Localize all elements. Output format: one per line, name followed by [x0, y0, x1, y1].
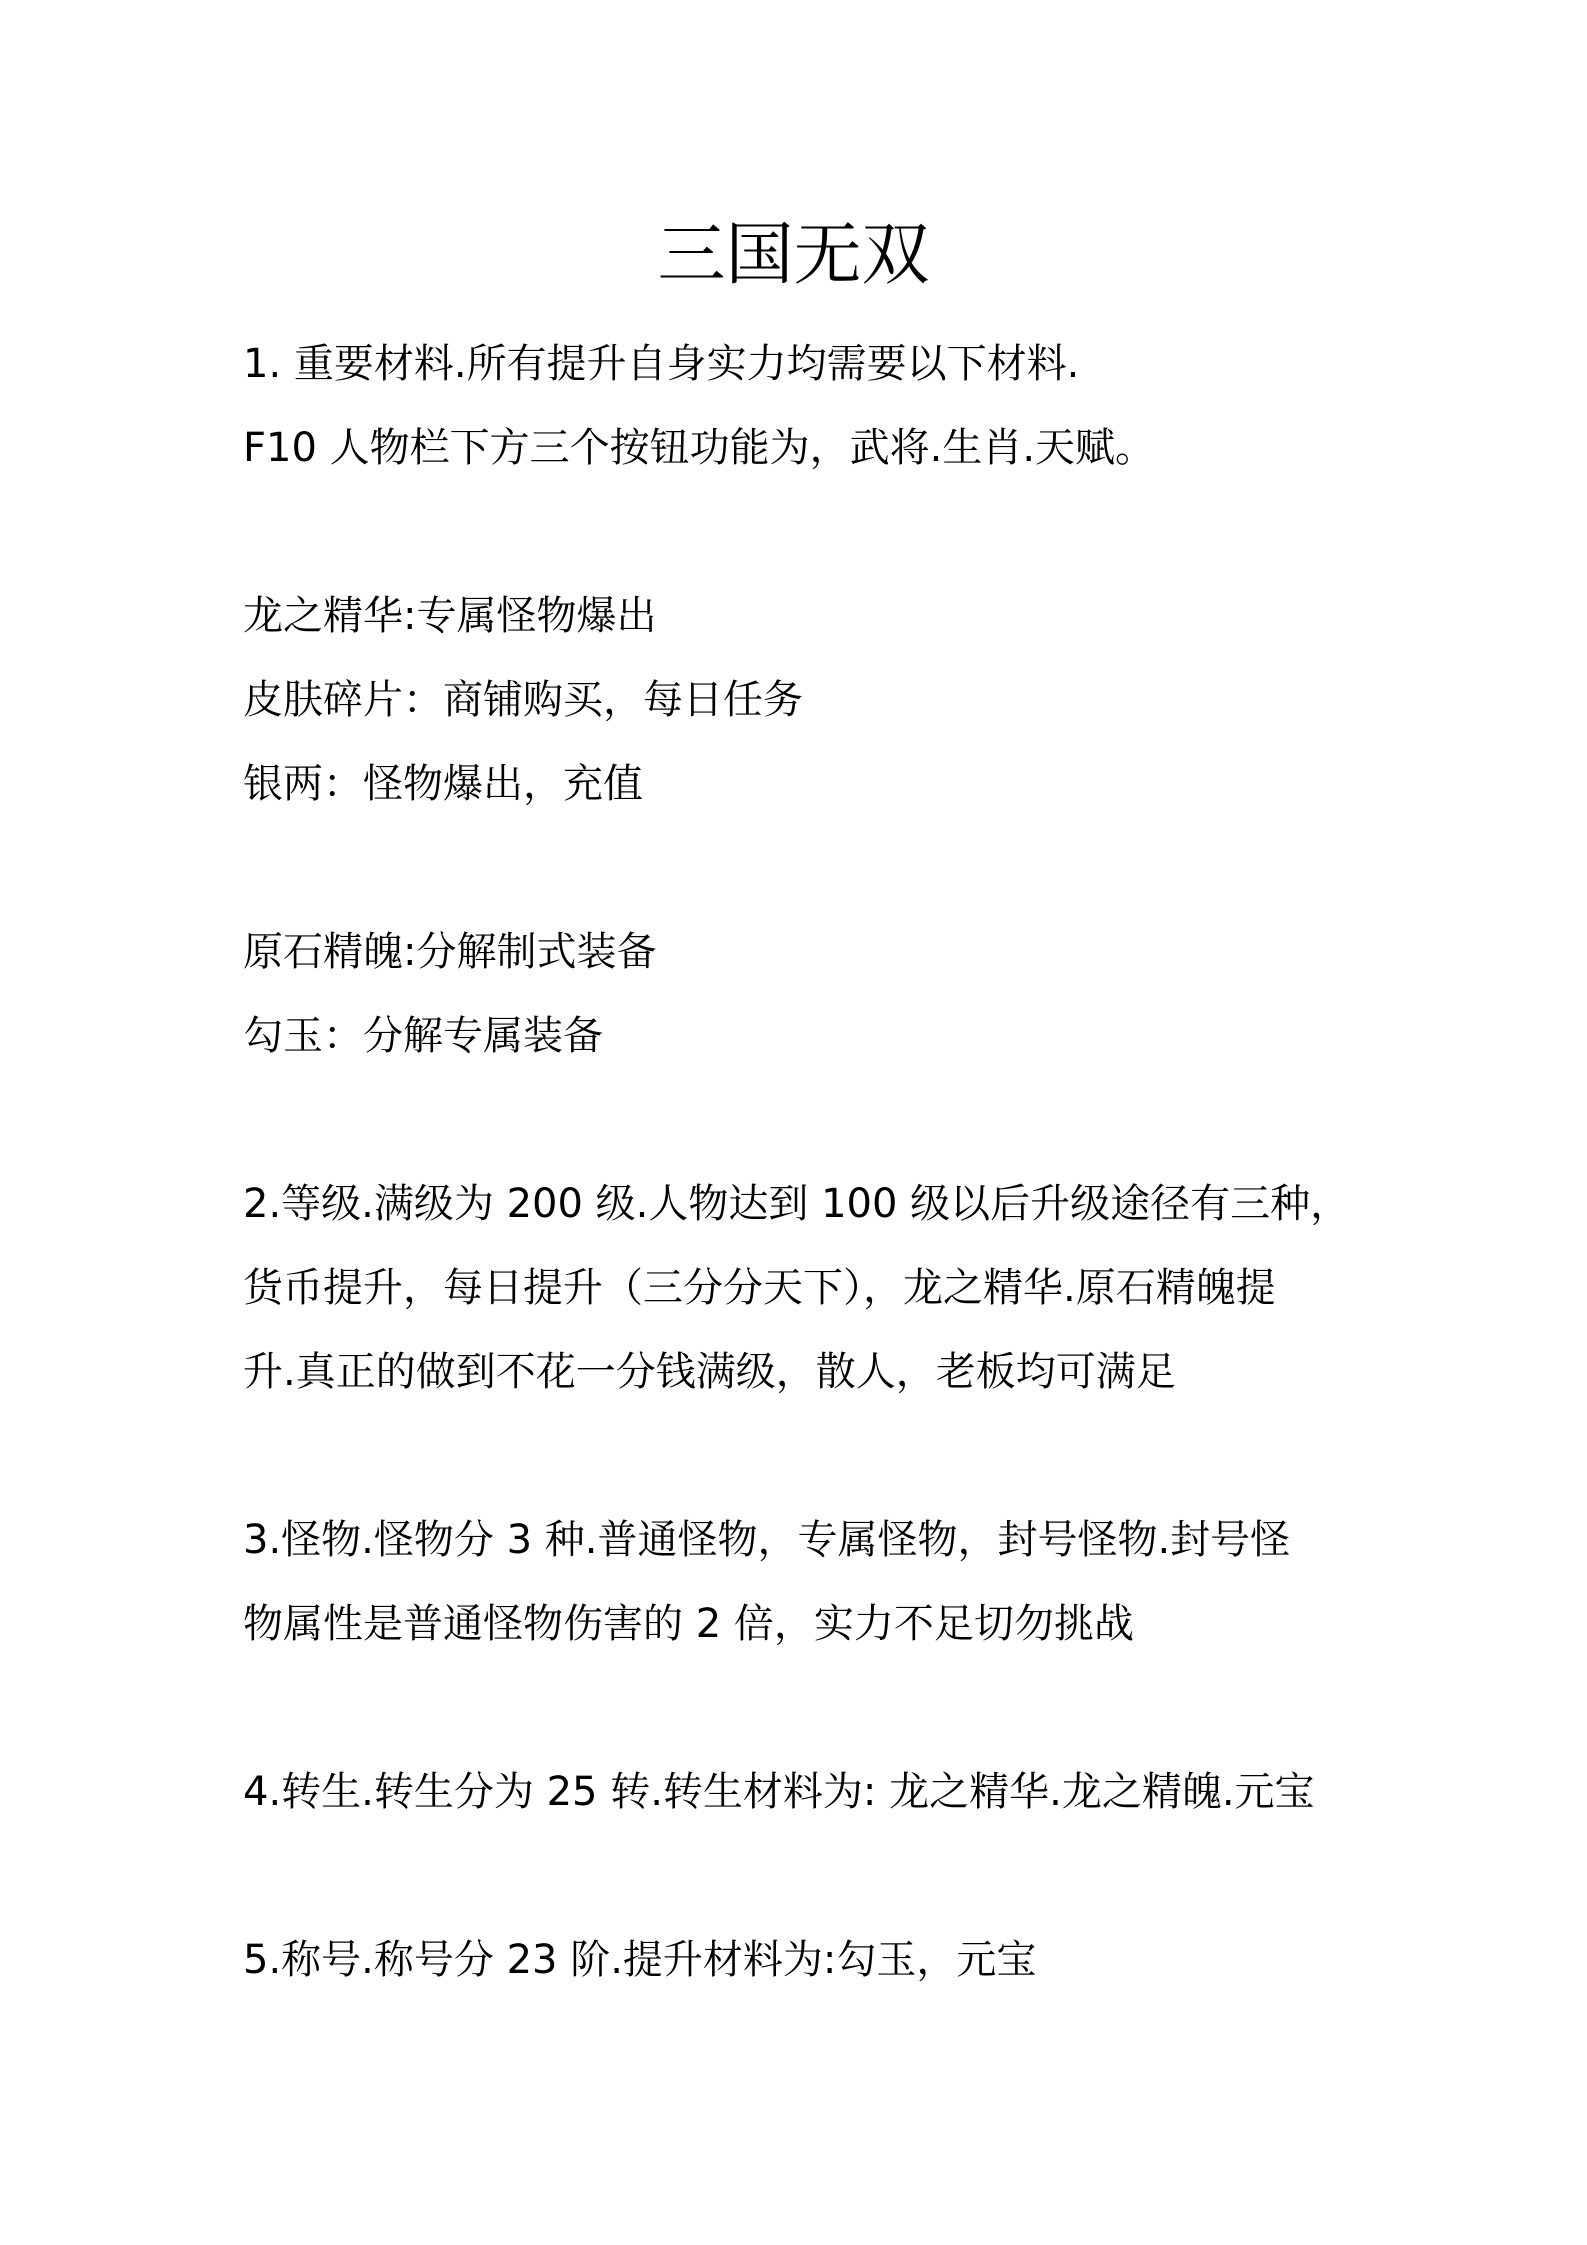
text-line: 1. 重要材料.所有提升自身实力均需要以下材料.: [243, 341, 1080, 387]
text-line: 物属性是普通怪物伤害的 2 倍，实力不足切勿挑战: [243, 1601, 1134, 1647]
text-line: 升.真正的做到不花一分钱满级，散人，老板均可满足: [243, 1349, 1176, 1395]
blank-line: [243, 1834, 1363, 1918]
document-body: [243, 322, 1363, 2002]
text-line: 2.等级.满级为 200 级.人物达到 100 级以后升级途径有三种，: [243, 1181, 1351, 1227]
blank-line: [243, 1078, 1363, 1162]
text-line: 龙之精华:专属怪物爆出: [243, 593, 657, 639]
text-line: 5.称号.称号分 23 阶.提升材料为:勾玉，元宝: [243, 1937, 1037, 1983]
blank-line: [243, 1666, 1363, 1750]
text-line: 货币提升，每日提升（三分分天下），龙之精华.原石精魄提: [243, 1265, 1276, 1311]
text-line: 勾玉：分解专属装备: [243, 1013, 603, 1059]
text-line: 3.怪物.怪物分 3 种.普通怪物，专属怪物，封号怪物.封号怪: [243, 1517, 1291, 1563]
blank-line: [243, 826, 1363, 910]
document-title: 三国无双: [657, 216, 930, 295]
blank-line: [243, 1414, 1363, 1498]
text-line: 原石精魄:分解制式装备: [243, 929, 657, 975]
text-line: 银两：怪物爆出，充值: [243, 761, 643, 807]
text-line: 4.转生.转生分为 25 转.转生材料为: 龙之精华.龙之精魄.元宝: [243, 1769, 1315, 1815]
text-line: F10 人物栏下方三个按钮功能为，武将.生肖.天赋。: [243, 425, 1156, 471]
blank-line: [243, 490, 1363, 574]
text-line: 皮肤碎片：商铺购买，每日任务: [243, 677, 803, 723]
